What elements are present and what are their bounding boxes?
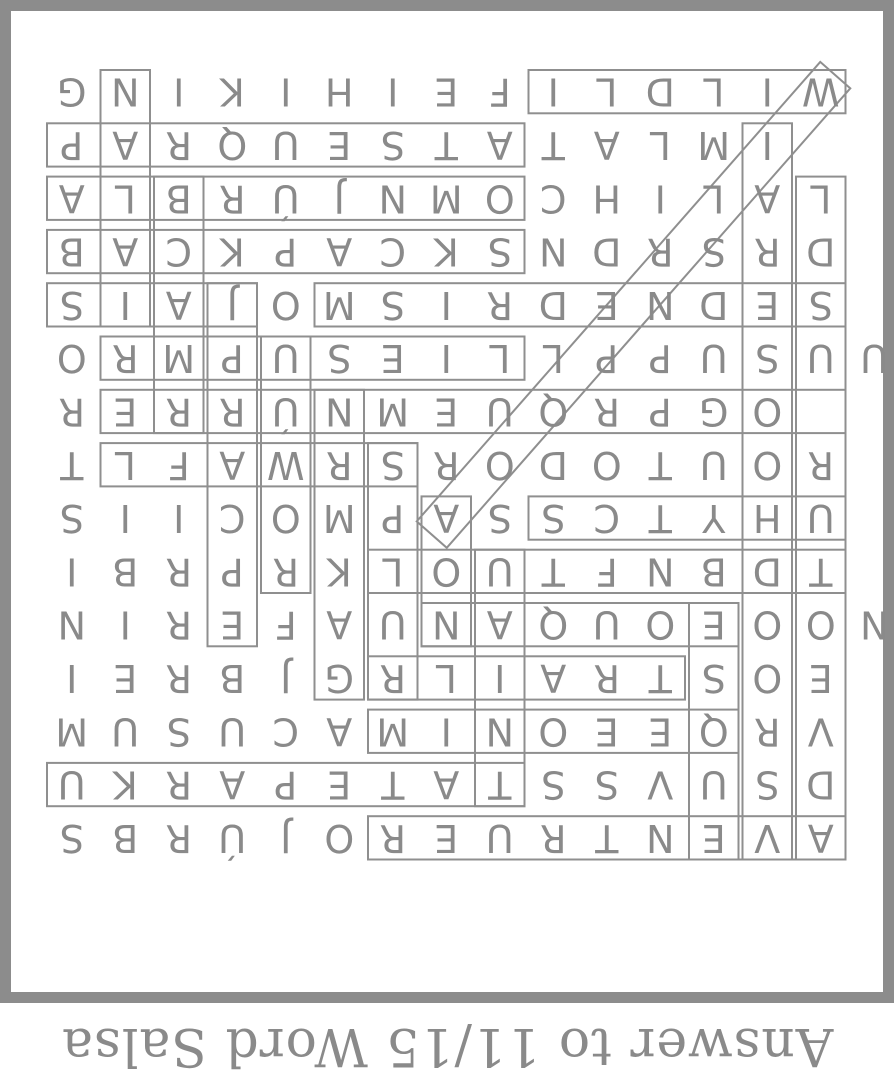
grid-letter: O (752, 602, 783, 647)
grid-letter: O (270, 496, 301, 541)
grid-letter: T (648, 655, 672, 700)
grid-letter: N (432, 602, 461, 647)
grid-letter: I (547, 69, 559, 114)
grid-letter: A (540, 655, 567, 700)
grid-letter: K (219, 229, 245, 274)
grid-letter: R (165, 762, 192, 807)
grid-letter: U (57, 762, 86, 807)
grid-letter: I (440, 709, 452, 754)
caption-text: Answer to 11/15 Word Salsa (60, 1016, 834, 1076)
grid-letter: S (380, 442, 405, 487)
grid-letter: T (541, 122, 565, 167)
grid-letter: G (57, 69, 87, 114)
grid-letter: A (219, 762, 246, 807)
grid-letter: A (326, 229, 353, 274)
grid-letter: R (165, 549, 192, 594)
grid-letter: T (648, 496, 672, 541)
grid-letter: R (165, 815, 192, 860)
grid-letter: R (165, 122, 192, 167)
grid-letter: Q (217, 122, 248, 167)
grid-letter: S (808, 282, 833, 327)
grid-letter: R (540, 815, 567, 860)
grid-letter: S (701, 655, 726, 700)
grid-letter: U (378, 602, 407, 647)
grid-letter: S (59, 282, 84, 327)
grid-letter: U (271, 336, 300, 381)
grid-letter: R (165, 389, 192, 434)
grid-letter: P (274, 229, 298, 274)
grid-letter: V (754, 815, 781, 860)
grid-letter: S (380, 122, 405, 167)
word-box-7 (101, 390, 846, 433)
grid-letter: E (594, 709, 619, 754)
grid-letter: P (648, 336, 672, 381)
grid-letter: O (645, 602, 676, 647)
grid-letter: U (485, 389, 514, 434)
word-box-0 (529, 70, 846, 113)
grid-letter: L (542, 336, 564, 381)
grid-letter: R (219, 389, 246, 434)
grid-letter: M (429, 176, 463, 221)
grid-letter: E (113, 655, 138, 700)
grid-letter: I (761, 122, 773, 167)
grid-letter: N (646, 282, 675, 327)
grid-letter: B (112, 549, 139, 594)
grid-letter: E (434, 69, 459, 114)
grid-letter: S (701, 229, 726, 274)
grid-letter: I (119, 602, 131, 647)
grid-letter: N (539, 229, 568, 274)
grid-letter: L (703, 69, 725, 114)
grid-letter: F (595, 549, 618, 594)
grid-letter: Q (698, 709, 729, 754)
grid-letter: T (541, 549, 565, 594)
grid-letter: B (219, 655, 246, 700)
grid-letter: U (485, 549, 514, 594)
grid-letter: A (326, 709, 353, 754)
grid-letter: E (701, 602, 726, 647)
grid-letter: D (538, 282, 568, 327)
grid-letter: L (114, 176, 136, 221)
grid-letter: R (754, 709, 781, 754)
grid-letter: I (173, 496, 185, 541)
grid-letter: O (805, 602, 836, 647)
grid-letter: R (58, 389, 85, 434)
grid-letter: N (860, 602, 889, 647)
grid-letter: O (752, 442, 783, 487)
grid-letter: O (270, 282, 301, 327)
grid-letter: K (433, 229, 459, 274)
grid-letter: T (648, 442, 672, 487)
grid-letter: A (326, 602, 353, 647)
grid-letter: M (322, 496, 356, 541)
grid-letter: Y (702, 496, 726, 541)
grid-letter: R (272, 549, 299, 594)
grid-letter: A (486, 122, 513, 167)
grid-letter: L (649, 122, 671, 167)
grid-letter: R (326, 442, 353, 487)
grid-letter: P (274, 762, 298, 807)
grid-letter: L (382, 549, 404, 594)
grid-letter: T (60, 442, 84, 487)
grid-letter: U (860, 336, 889, 381)
word-box-22 (315, 390, 365, 700)
grid-letter: M (376, 389, 410, 434)
grid-letter: E (220, 602, 245, 647)
grid-letter: J (280, 815, 292, 860)
grid-letter: M (322, 282, 356, 327)
grid-letter: H (752, 496, 782, 541)
grid-letter: D (592, 229, 622, 274)
grid-letter: O (484, 442, 515, 487)
grid-letter: R (112, 336, 139, 381)
grid-letter: I (280, 69, 292, 114)
grid-letter: S (327, 336, 352, 381)
grid-letter: C (539, 176, 567, 221)
grid-letter: Ú (271, 389, 300, 434)
grid-letter: A (433, 762, 460, 807)
grid-letter: R (165, 655, 192, 700)
grid-letter: N (378, 176, 407, 221)
grid-letter: L (435, 655, 457, 700)
grid-letter: V (807, 709, 834, 754)
grid-letter: I (66, 655, 78, 700)
grid-letter: U (271, 122, 300, 167)
grid-letter: S (755, 762, 780, 807)
grid-letter: P (220, 549, 244, 594)
grid-letter: C (593, 496, 621, 541)
grid-letter: H (324, 69, 354, 114)
grid-letter: R (807, 442, 834, 487)
grid-letter: J (226, 282, 238, 327)
grid-letter: O (431, 549, 462, 594)
grid-letter: L (596, 69, 618, 114)
grid-letter: G (324, 655, 354, 700)
grid-letter: U (699, 442, 728, 487)
grid-letter: E (113, 389, 138, 434)
grid-letter: E (327, 762, 352, 807)
grid-letter: S (487, 229, 512, 274)
grid-letter: A (58, 176, 85, 221)
word-box-diagonal (417, 62, 851, 548)
grid-letter: I (173, 69, 185, 114)
grid-letter: I (440, 336, 452, 381)
grid-letter: U (485, 815, 514, 860)
grid-letter: B (58, 229, 85, 274)
grid-letter: T (809, 549, 833, 594)
grid-letter: S (166, 709, 191, 754)
grid-letter: Q (538, 602, 569, 647)
grid-letter: B (112, 815, 139, 860)
grid-letter: T (595, 815, 619, 860)
grid-letter: B (165, 176, 192, 221)
grid-letter: O (752, 389, 783, 434)
grid-letter: R (433, 442, 460, 487)
grid-letter: M (162, 336, 196, 381)
grid-letter: N (646, 815, 675, 860)
grid-letter: D (699, 282, 729, 327)
grid-letter: N (325, 389, 354, 434)
grid-letter: Q (538, 389, 569, 434)
grid-letter: O (324, 815, 355, 860)
grid-letter: E (648, 709, 673, 754)
grid-letter: K (326, 549, 352, 594)
grid-letter: K (112, 762, 138, 807)
grid-letter: C (379, 229, 407, 274)
grid-letter: P (381, 496, 405, 541)
word-box-8 (101, 443, 418, 486)
grid-letter: U (218, 709, 247, 754)
grid-letter: P (595, 336, 619, 381)
grid-letter: E (434, 815, 459, 860)
grid-letter: A (754, 176, 781, 221)
grid-letter: J (333, 176, 345, 221)
grid-letter: R (219, 176, 246, 221)
grid-letter: I (387, 69, 399, 114)
grid-letter: V (647, 762, 674, 807)
grid-letter: O (752, 655, 783, 700)
grid-letter: P (648, 389, 672, 434)
grid-letter: M (55, 709, 89, 754)
grid-letter: Ú (218, 815, 247, 860)
grid-letter: T (434, 122, 458, 167)
grid-letter: A (165, 282, 192, 327)
grid-letter: R (647, 229, 674, 274)
grid-letter: J (280, 655, 292, 700)
grid-letter: K (219, 69, 245, 114)
grid-letter: U (699, 762, 728, 807)
grid-letter: L (810, 176, 832, 221)
grid-letter: E (380, 336, 405, 381)
grid-letter: H (592, 176, 622, 221)
grid-letter: M (697, 122, 731, 167)
grid-letter: L (114, 442, 136, 487)
grid-letter: U (806, 336, 835, 381)
word-box-9 (529, 496, 846, 539)
grid-letter: O (538, 709, 569, 754)
grid-letter: A (433, 496, 460, 541)
grid-letter: O (56, 336, 87, 381)
grid-letter: A (112, 229, 139, 274)
grid-letter: N (485, 709, 514, 754)
grid-letter: S (59, 815, 84, 860)
grid-letter: P (220, 336, 244, 381)
grid-letter: C (272, 709, 300, 754)
grid-letter: R (593, 389, 620, 434)
word-box-12 (368, 656, 685, 699)
grid-letter: S (541, 496, 566, 541)
grid-letter: C (165, 229, 193, 274)
grid-letter: D (538, 442, 568, 487)
grid-letter: E (594, 282, 619, 327)
grid-letter: N (57, 602, 86, 647)
word-box-11 (422, 603, 739, 646)
grid-letter: A (486, 602, 513, 647)
grid-letter: U (111, 709, 140, 754)
grid-letter: B (700, 549, 727, 594)
grid-letter: S (487, 496, 512, 541)
grid-letter: L (703, 176, 725, 221)
grid-letter: L (489, 336, 511, 381)
grid-letter: E (701, 815, 726, 860)
grid-letter: S (755, 336, 780, 381)
grid-letter: Ú (271, 176, 300, 221)
grid-letter: D (806, 762, 836, 807)
grid-letter: R (486, 282, 513, 327)
grid-letter: W (266, 442, 305, 487)
grid-letter: E (808, 655, 833, 700)
grid-letter: E (327, 122, 352, 167)
grid-letter: R (593, 655, 620, 700)
grid-letter: A (112, 122, 139, 167)
grid-letter: E (755, 282, 780, 327)
grid-letter: E (434, 389, 459, 434)
grid-letter: I (494, 655, 506, 700)
grid-letter: N (111, 69, 140, 114)
grid-letter: W (801, 69, 840, 114)
grid-letter: P (60, 122, 84, 167)
grid-letter: S (59, 496, 84, 541)
grid-letter: D (806, 229, 836, 274)
grid-letter: R (165, 602, 192, 647)
grid-letter: G (699, 389, 729, 434)
grid-letter: I (66, 549, 78, 594)
grid-letter: I (119, 282, 131, 327)
grid-letter: N (646, 549, 675, 594)
grid-letter: C (218, 496, 246, 541)
grid-letter: R (379, 655, 406, 700)
grid-letter: U (699, 336, 728, 381)
grid-letter: O (484, 176, 515, 221)
grid-letter: S (594, 762, 619, 807)
grid-letter: I (119, 496, 131, 541)
grid-letter: T (381, 762, 405, 807)
grid-letter: R (379, 815, 406, 860)
grid-letter: A (807, 815, 834, 860)
grid-letter: F (488, 69, 511, 114)
grid-letter: U (592, 602, 621, 647)
grid-letter: I (761, 69, 773, 114)
grid-letter: D (752, 549, 782, 594)
grid-letter: F (274, 602, 297, 647)
grid-letter: I (654, 176, 666, 221)
grid-letter: M (376, 709, 410, 754)
grid-letter: F (167, 442, 190, 487)
grid-letter: A (593, 122, 620, 167)
grid-letter: A (219, 442, 246, 487)
caption-bar (0, 1003, 894, 1089)
grid-letter: D (645, 69, 675, 114)
grid-letter: S (541, 762, 566, 807)
grid-letter: T (488, 762, 512, 807)
grid-letter: U (806, 496, 835, 541)
grid-letter: I (440, 282, 452, 327)
grid-letter: R (754, 229, 781, 274)
grid-letter: O (591, 442, 622, 487)
grid-letter: S (380, 282, 405, 327)
